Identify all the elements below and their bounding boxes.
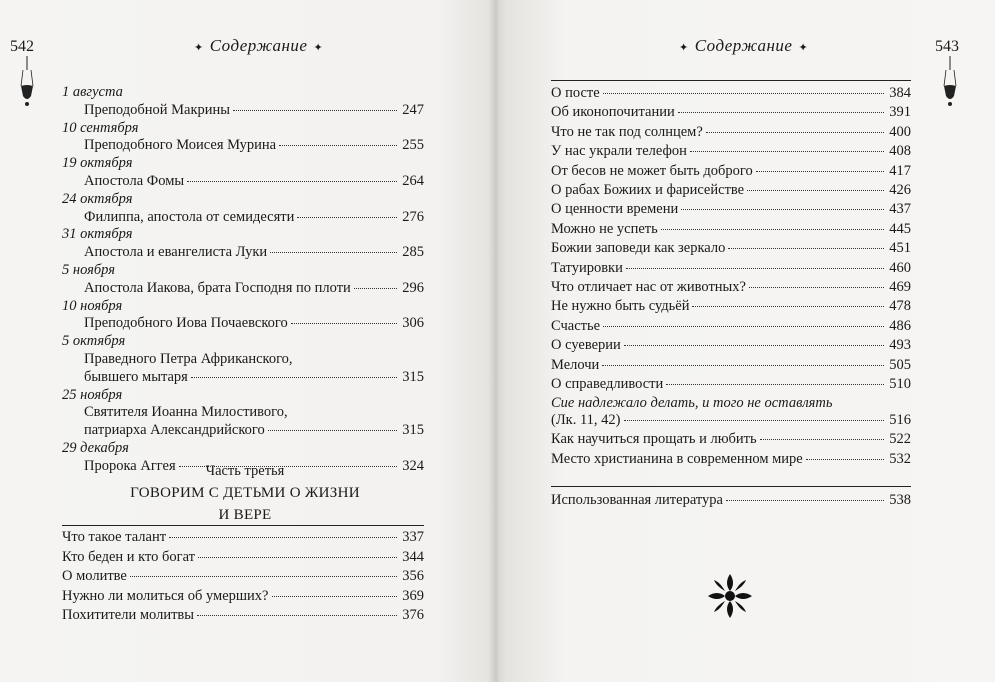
entry-date: 5 октября (62, 333, 126, 350)
entry-title: Преподобного Иова Почаевского (84, 315, 288, 332)
entry-title: Об иконопочитании (551, 104, 675, 121)
entry-date: 10 сентября (62, 119, 139, 136)
entry-page: 417 (889, 162, 911, 179)
entry-date: 19 октября (62, 155, 133, 172)
toc-entry[interactable] (551, 220, 911, 239)
entry-page: 437 (889, 201, 911, 218)
section-rule (62, 525, 424, 526)
entry-title: Апостола Фомы (84, 172, 185, 189)
toc-entry[interactable] (62, 606, 424, 626)
entry-title: бывшего мытаря (84, 368, 188, 385)
left-page (0, 0, 495, 682)
toc-entry[interactable] (551, 259, 911, 278)
entry-title: Как научиться прощать и любить (551, 431, 757, 448)
entry-page: 400 (889, 123, 911, 140)
entry-date: 24 октября (62, 190, 133, 207)
entry-title: патриарха Александрийского (84, 422, 265, 439)
toc-entry[interactable] (551, 278, 911, 297)
entry-title-line1: Сие надлежало делать, и того не оставлять (551, 394, 833, 411)
entry-page: 516 (889, 412, 911, 429)
toc-entry[interactable] (551, 317, 911, 336)
toc-entry[interactable] (551, 162, 911, 181)
toc-entry[interactable] (62, 262, 424, 298)
lamp-icon (20, 56, 34, 108)
entry-page: 324 (402, 457, 424, 474)
entry-title: Татуировки (551, 259, 623, 276)
entry-date: 1 августа (62, 84, 123, 100)
toc-entry[interactable] (551, 450, 911, 469)
part-title-line2: И ВЕРЕ (218, 507, 272, 523)
entry-page: 408 (889, 143, 911, 160)
section-rule (551, 80, 911, 81)
right-running-header (673, 36, 814, 56)
toc-entry[interactable] (551, 395, 911, 431)
entry-title: Апостола и евангелиста Луки (84, 244, 268, 261)
entry-title: О посте (551, 85, 600, 101)
entry-page: 493 (889, 337, 911, 354)
toc-entry[interactable] (62, 226, 424, 262)
toc-entry[interactable] (551, 103, 911, 122)
entry-date: 10 ноября (62, 297, 123, 314)
entry-title: У нас украли телефон (551, 143, 687, 160)
toc-entry[interactable] (551, 123, 911, 142)
entry-title-line1: Праведного Петра Африканского, (84, 350, 293, 367)
entry-page: 376 (402, 607, 424, 623)
toc-entry[interactable] (62, 567, 424, 587)
toc-entry[interactable] (62, 387, 424, 440)
toc-entry[interactable] (551, 181, 911, 200)
entry-page: 296 (402, 279, 424, 296)
entry-page: 510 (889, 376, 911, 393)
toc-entry[interactable] (551, 84, 911, 103)
entry-page: 384 (889, 85, 911, 101)
entry-page: 532 (889, 450, 911, 467)
star-ornament-icon: ✦ (679, 41, 689, 54)
entry-title: Можно не успеть (551, 220, 658, 237)
entry-title: О ценности времени (551, 201, 679, 218)
entry-date: 25 ноября (62, 386, 123, 403)
toc-entry[interactable] (62, 191, 424, 227)
entry-title: О справедливости (551, 376, 664, 393)
right-header-text: Содержание (694, 36, 793, 55)
entry-title: Пророка Аггея (84, 457, 176, 474)
lamp-icon (943, 56, 957, 108)
entry-page: 522 (889, 431, 911, 448)
entry-title: Преподобного Моисея Мурина (84, 137, 277, 154)
star-ornament-icon: ✦ (798, 41, 809, 54)
right-page-number: 543 (935, 38, 959, 55)
entry-title: Что отличает нас от животных? (551, 279, 746, 296)
entry-page: 337 (402, 529, 424, 545)
entry-title: Что такое талант (62, 529, 167, 545)
entry-page: 505 (889, 356, 911, 373)
toc-entry[interactable] (62, 528, 424, 548)
entry-page: 486 (889, 317, 911, 334)
entry-page: 255 (402, 137, 424, 154)
left-header-text: Содержание (209, 36, 308, 55)
entry-page: 538 (889, 492, 911, 508)
book-gutter (488, 0, 506, 682)
part-heading (60, 457, 430, 526)
entry-page: 276 (402, 208, 424, 225)
entry-page: 285 (402, 244, 424, 261)
entry-page: 478 (889, 298, 911, 315)
entry-date: 29 декабря (62, 439, 129, 456)
right-toc (551, 84, 911, 469)
section-rule (551, 486, 911, 487)
entry-page: 369 (402, 587, 424, 604)
entry-date: 31 октября (62, 226, 133, 243)
entry-title: Использованная литература (551, 492, 723, 508)
toc-entry[interactable] (62, 84, 424, 120)
entry-page: 426 (889, 182, 911, 199)
entry-page: 315 (402, 422, 424, 439)
bibliography-entry[interactable] (551, 492, 911, 510)
entry-date: 5 ноября (62, 261, 115, 278)
entry-page: 247 (402, 101, 424, 118)
toc-entry[interactable] (551, 356, 911, 375)
entry-page: 306 (402, 315, 424, 332)
entry-title: Апостола Иакова, брата Господня по плоти (84, 279, 351, 296)
entry-title: От бесов не может быть доброго (551, 162, 753, 179)
toc-entry[interactable] (551, 336, 911, 355)
entry-page: 469 (889, 279, 911, 296)
toc-entry[interactable] (551, 297, 911, 316)
entry-title: Кто беден и кто богат (62, 548, 195, 565)
star-ornament-icon: ✦ (313, 41, 324, 54)
toc-entry[interactable] (551, 200, 911, 219)
left-part-toc (62, 528, 424, 626)
toc-entry[interactable] (551, 375, 911, 394)
part-label: Часть третья (205, 463, 285, 479)
entry-title: Не нужно быть судьёй (551, 298, 690, 315)
entry-title: Похитители молитвы (62, 607, 195, 623)
left-page-number: 542 (10, 38, 34, 55)
entry-title: О молитве (62, 568, 127, 584)
entry-page: 445 (889, 220, 911, 237)
entry-title: (Лк. 11, 42) (551, 412, 621, 429)
entry-title: Счастье (551, 317, 601, 334)
entry-title: Преподобной Макрины (84, 101, 231, 118)
toc-entry[interactable] (62, 298, 424, 334)
entry-title: Нужно ли молиться об умерших? (62, 587, 269, 604)
toc-entry[interactable] (62, 548, 424, 568)
toc-entry[interactable] (62, 587, 424, 607)
toc-entry[interactable] (551, 142, 911, 161)
toc-entry[interactable] (551, 239, 911, 258)
toc-entry[interactable] (62, 333, 424, 386)
toc-entry[interactable] (62, 120, 424, 156)
entry-page: 264 (402, 172, 424, 189)
entry-page: 451 (889, 240, 911, 257)
entry-title: Мелочи (551, 356, 600, 373)
entry-page: 460 (889, 259, 911, 276)
entry-title: Место христианина в современном мире (551, 450, 803, 467)
entry-page: 356 (402, 568, 424, 584)
cross-ornament-icon (704, 570, 756, 622)
entry-title-line1: Святителя Иоанна Милостивого, (84, 404, 288, 421)
left-running-header (188, 36, 329, 56)
entry-page: 344 (402, 548, 424, 565)
entry-title: О суеверии (551, 337, 621, 354)
entry-title: О рабах Божиих и фарисействе (551, 182, 745, 199)
entry-title: Что не так под солнцем? (551, 123, 703, 140)
entry-title: Божии заповеди как зеркало (551, 240, 726, 257)
part-title-line1: ГОВОРИМ С ДЕТЬМИ О ЖИЗНИ (130, 485, 360, 501)
entry-page: 315 (402, 368, 424, 385)
entry-page: 391 (889, 104, 911, 121)
star-ornament-icon: ✦ (194, 41, 204, 54)
toc-entry[interactable] (62, 155, 424, 191)
left-toc (62, 84, 424, 476)
toc-entry[interactable] (551, 430, 911, 449)
entry-title: Филиппа, апостола от семидесяти (84, 208, 295, 225)
